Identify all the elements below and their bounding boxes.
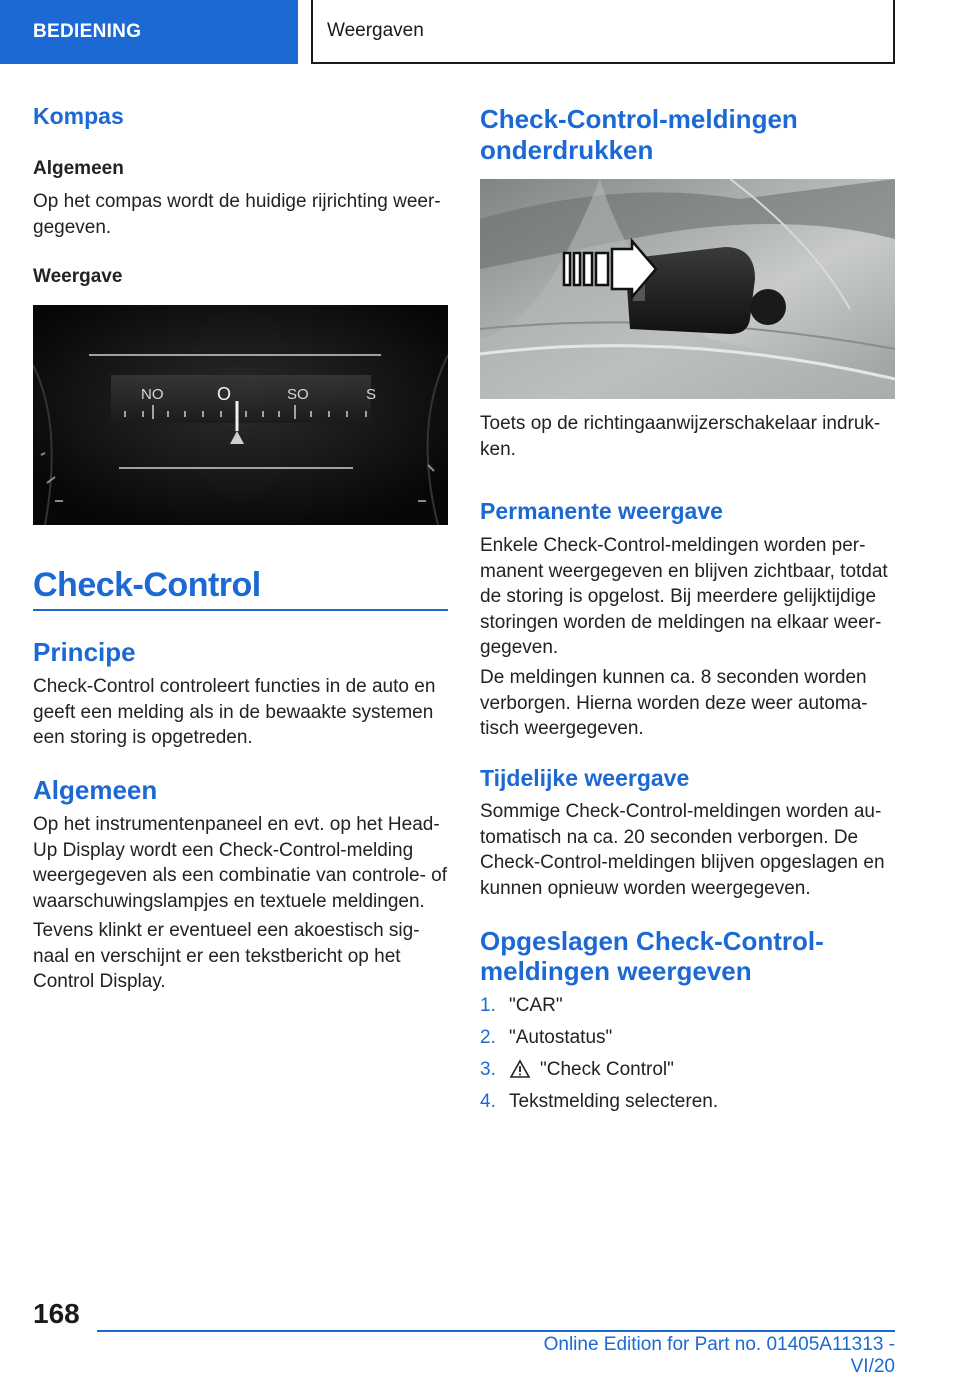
- algemeen-label: Algemeen: [33, 158, 124, 179]
- compass-illustration: [33, 305, 448, 525]
- topic-label: Weergaven: [327, 20, 424, 41]
- step-number: 3.: [480, 1059, 496, 1080]
- edition-text: Online Edition for Part no. 01405A11313 - VI/20: [543, 1334, 895, 1377]
- compass-label-o: O: [217, 384, 232, 404]
- step-number: 2.: [480, 1027, 496, 1048]
- steps-list: [480, 995, 895, 1123]
- compass-display-image: [33, 305, 448, 525]
- permanente-text-2: De meldingen kunnen ca. 8 seconden worden verborgen. Hierna worden deze weer automa-tisch weergegeven.: [480, 667, 868, 739]
- algemeen-text: Op het compas wordt de huidige rijrichting weer-gegeven.: [33, 191, 441, 238]
- principe-heading: Principe: [33, 637, 136, 667]
- tijdelijke-heading: Tijdelijke weergave: [480, 765, 690, 791]
- footer-rule: [97, 1330, 895, 1332]
- algemeen-text-2: Tevens klinkt er eventueel een akoestisch sig-naal en verschijnt er een tekstbericht op het Control Display.: [33, 920, 420, 992]
- step-text: "Autostatus": [509, 1027, 613, 1048]
- permanente-heading: Permanente weergave: [480, 498, 723, 524]
- step-number: 1.: [480, 995, 496, 1016]
- list-item: [480, 1059, 895, 1091]
- title-rule: [33, 609, 448, 611]
- toets-text: Toets op de richtingaanwijzerschakelaar indruk-ken.: [480, 413, 881, 460]
- section-label: BEDIENING: [33, 21, 142, 42]
- weergave-label: Weergave: [33, 266, 123, 287]
- list-item: [480, 995, 895, 1027]
- algemeen-heading: Algemeen: [33, 775, 158, 805]
- warning-triangle-icon: [509, 1059, 540, 1082]
- section-tab: [0, 0, 298, 64]
- step-number: 4.: [480, 1091, 496, 1112]
- stalk-illustration: [480, 179, 895, 399]
- turn-signal-stalk-image: [480, 179, 895, 399]
- step-text: Tekstmelding selecteren.: [509, 1091, 719, 1112]
- kompas-heading: Kompas: [33, 103, 124, 129]
- algemeen-text-1: Op het instrumentenpaneel en evt. op het Head-Up Display wordt een Check-Control-melding weergegeven als een combinatie van controle- of waarschuwingslampjes en textuele meldingen.: [33, 814, 448, 912]
- list-item: [480, 1027, 895, 1059]
- step-text: "CAR": [509, 995, 563, 1016]
- opgeslagen-heading: Opgeslagen Check-Control-meldingen weergeven: [480, 926, 824, 986]
- list-item: [480, 1091, 895, 1123]
- topic-tab: [311, 0, 895, 64]
- compass-label-s: S: [366, 386, 377, 403]
- permanente-text-1: Enkele Check-Control-meldingen worden per-manent weergegeven en blijven zichtbaar, totdat de storing is opgelost. Bij meerdere gelijktijdige storingen worden de meldingen na elkaar weer-gegeven.: [480, 535, 888, 658]
- step-text: "Check Control": [540, 1059, 674, 1080]
- page-number: 168: [33, 1298, 80, 1329]
- tijdelijke-text: Sommige Check-Control-meldingen worden au-tomatisch na ca. 20 seconden verborgen. De Check-Control-meldingen blijven opgeslagen en kunnen opnieuw worden weergegeven.: [480, 801, 885, 899]
- compass-label-no: NO: [141, 386, 164, 403]
- compass-label-so: SO: [287, 386, 309, 403]
- check-control-title: Check-Control: [33, 566, 261, 604]
- principe-text: Check-Control controleert functies in de auto en geeft een melding als in de bewaakte systemen een storing is opgetreden.: [33, 676, 436, 748]
- onderdrukken-heading: Check-Control-meldingen onderdrukken: [480, 104, 798, 165]
